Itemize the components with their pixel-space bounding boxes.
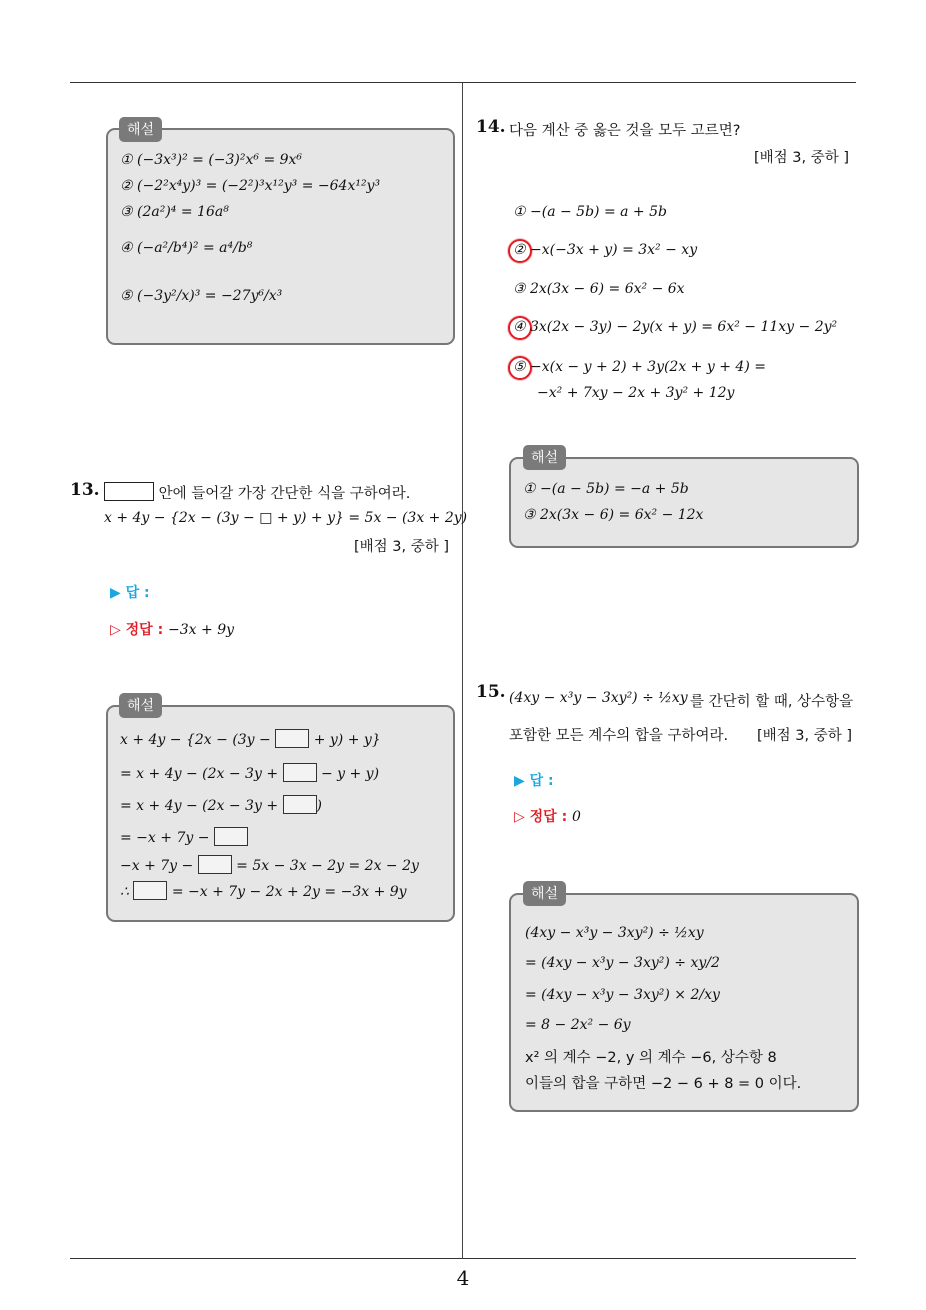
bottom-rule (70, 1258, 856, 1259)
question-15-text-1: 를 간단히 할 때, 상수항을 (690, 694, 854, 710)
correct-label-15: ▷ 정답 : (514, 809, 568, 825)
solution-box-15 (509, 893, 859, 1112)
option-5: ⑤ −x(x − y + 2) + 3y(2x + y + 4) = (513, 359, 766, 375)
question-15-number: 15. (476, 682, 506, 702)
sol13-line-4: = −x + 7y − (120, 827, 248, 846)
solution-box-14 (509, 457, 859, 548)
correct-answer-15 (514, 806, 581, 826)
solution-tag-15: 해설 (523, 881, 566, 906)
sol13-blank-3 (283, 795, 317, 814)
sol15-line-6: 이들의 합을 구하면 −2 − 6 + 8 = 0 이다. (525, 1076, 802, 1092)
solution-tag-13: 해설 (119, 693, 162, 718)
question-13-expression: x + 4y − {2x − (3y − □ + y) + y} = 5x − (3x + 2y) (104, 510, 468, 526)
option-5-continued: −x² + 7xy − 2x + 3y² + 12y (537, 385, 735, 401)
sol13-line-5: −x + 7y − = 5x − 3x − 2y = 2x − 2y (120, 855, 419, 874)
sol13-blank-6 (133, 881, 167, 900)
sol15-line-5: x² 의 계수 −2, y 의 계수 −6, 상수항 8 (525, 1050, 777, 1066)
sol13-blank-4 (214, 827, 248, 846)
question-14-score: [배점 3, 중하 ] (754, 150, 850, 166)
option-2: ② −x(−3x + y) = 3x² − xy (513, 242, 698, 258)
sol14-line-2: ③ 2x(3x − 6) = 6x² − 12x (523, 507, 704, 523)
sol12-line-3: ③ (2a²)⁴ = 16a⁸ (120, 204, 229, 220)
question-14-text: 다음 계산 중 옳은 것을 모두 고르면? (509, 123, 741, 139)
option-4: ④ 3x(2x − 3y) − 2y(x + y) = 6x² − 11xy − 2y² (513, 319, 838, 335)
sol12-line-4: ④ (−a²/b⁴)² = a⁴/b⁸ (120, 240, 253, 256)
sol13-blank-2 (283, 763, 317, 782)
solution-tag-12: 해설 (119, 117, 162, 142)
solution-box-13 (106, 705, 455, 922)
correct-answer-13 (110, 619, 234, 639)
question-13-prompt: 안에 들어갈 가장 간단한 식을 구하여라. (158, 486, 411, 502)
sol13-line-6: ∴ = −x + 7y − 2x + 2y = −3x + 9y (120, 881, 407, 900)
correct-value-15: 0 (572, 809, 581, 825)
question-15-expression: (4xy − x³y − 3xy²) ÷ ½xy (509, 690, 688, 706)
top-rule (70, 82, 856, 83)
sol15-line-4: = 8 − 2x² − 6y (525, 1017, 631, 1033)
question-13-text (104, 482, 410, 503)
sol15-line-1: (4xy − x³y − 3xy²) ÷ ½xy (525, 925, 704, 941)
question-14-number: 14. (476, 117, 506, 137)
question-15-score: [배점 3, 중하 ] (757, 728, 853, 744)
correct-label-13: ▷ 정답 : (110, 622, 164, 638)
page-number: 4 (456, 1266, 470, 1290)
sol12-line-5: ⑤ (−3y²/x)³ = −27y⁶/x³ (120, 288, 283, 304)
sol13-line-1: x + 4y − {2x − (3y − + y) + y} (120, 729, 381, 748)
sol13-line-2: = x + 4y − (2x − 3y + − y + y) (120, 763, 379, 782)
solution-tag-14: 해설 (523, 445, 566, 470)
sol13-line-3: = x + 4y − (2x − 3y + ) (120, 795, 322, 814)
answer-blank (104, 482, 154, 501)
question-15-text-2: 포함한 모든 계수의 합을 구하여라. (509, 728, 729, 744)
sol13-blank-1 (275, 729, 309, 748)
correct-value-13: −3x + 9y (168, 622, 235, 638)
sol12-line-2: ② (−2²x⁴y)³ = (−2²)³x¹²y³ = −64x¹²y³ (120, 178, 381, 194)
sol14-line-1: ① −(a − 5b) = −a + 5b (523, 481, 689, 497)
column-divider (462, 83, 463, 1259)
question-13-number: 13. (70, 480, 100, 500)
option-3: ③ 2x(3x − 6) = 6x² − 6x (513, 281, 685, 297)
sol12-line-1: ① (−3x³)² = (−3)²x⁶ = 9x⁶ (120, 152, 303, 168)
sol15-line-2: = (4xy − x³y − 3xy²) ÷ xy/2 (525, 955, 720, 971)
sol15-line-3: = (4xy − x³y − 3xy²) × 2/xy (525, 987, 720, 1003)
option-1: ① −(a − 5b) = a + 5b (513, 204, 667, 220)
solution-box-12 (106, 128, 455, 345)
answer-label-13: ▶ 답 : (110, 585, 150, 601)
answer-label-15: ▶ 답 : (514, 773, 554, 789)
sol13-blank-5 (198, 855, 232, 874)
question-13-score: [배점 3, 중하 ] (354, 539, 450, 555)
